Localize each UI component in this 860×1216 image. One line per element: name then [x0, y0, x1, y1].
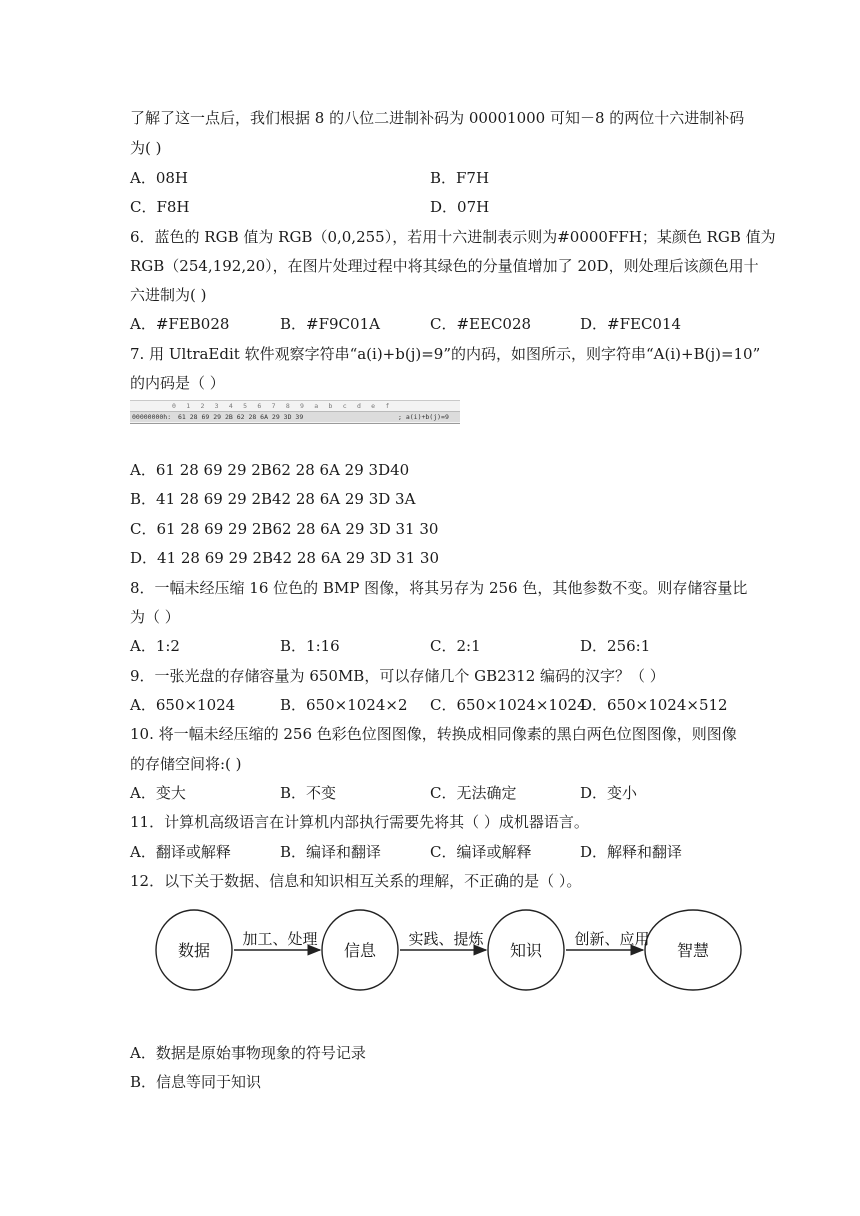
q12-option-a[interactable]: A．数据是原始事物现象的符号记录 — [130, 1044, 366, 1062]
q6-option-b[interactable]: B．#F9C01A — [280, 315, 380, 333]
q6-options — [130, 314, 770, 334]
q7-option-b[interactable]: B．41 28 69 29 2B42 28 6A 29 3D 3A — [130, 490, 416, 508]
edge-label-process: 加工、处理 — [242, 930, 318, 948]
q10-stem-line2: 的存储空间将:( ) — [130, 755, 242, 773]
hex-address: 00000000h: — [132, 413, 172, 421]
q5-options-row1 — [130, 168, 770, 188]
node-information-label: 信息 — [343, 941, 377, 960]
q5-option-b[interactable]: B．F7H — [430, 169, 490, 187]
q11-option-d[interactable]: D．解释和翻译 — [580, 843, 683, 861]
q7-option-a[interactable]: A．61 28 69 29 2B62 28 6A 29 3D40 — [130, 461, 410, 479]
edge-label-apply: 创新、应用 — [574, 930, 650, 948]
q11-option-b[interactable]: B．编译和翻译 — [280, 843, 382, 861]
q5-option-c[interactable]: C．F8H — [130, 198, 190, 216]
q9-option-d[interactable]: D．650×1024×512 — [580, 696, 728, 714]
q9-stem: 9．一张光盘的存储容量为 650MB，可以存储几个 GB2312 编码的汉字？（ ） — [130, 667, 665, 685]
q9-option-a[interactable]: A．650×1024 — [130, 696, 236, 714]
q11-stem: 11．计算机高级语言在计算机内部执行需要先将其（ ）成机器语言。 — [130, 813, 589, 831]
dikw-flow-diagram — [150, 904, 750, 996]
q5-options-row2 — [130, 197, 770, 217]
q8-option-d[interactable]: D．256:1 — [580, 637, 651, 655]
q10-options — [130, 783, 770, 803]
q5-option-d[interactable]: D．07H — [430, 198, 490, 216]
q10-stem-line1: 10. 将一幅未经压缩的 256 色彩色位图图像，转换成相同像素的黑白两色位图图像，则图像 — [130, 725, 737, 743]
q12-stem: 12．以下关于数据、信息和知识相互关系的理解，不正确的是（ ）。 — [130, 872, 582, 890]
q11-options — [130, 842, 770, 862]
hex-ascii: ; a(i)+b(j)=9 — [398, 413, 449, 421]
q8-stem-line1: 8．一幅未经压缩 16 位色的 BMP 图像，将其另存为 256 色，其他参数不变。则存储容量比 — [130, 579, 748, 597]
q8-options — [130, 636, 770, 656]
q8-option-c[interactable]: C．2:1 — [430, 637, 481, 655]
q9-option-b[interactable]: B．650×1024×2 — [280, 696, 408, 714]
ultraedit-hex-figure — [130, 400, 460, 424]
node-wisdom-label: 智慧 — [676, 941, 710, 960]
q10-option-d[interactable]: D．变小 — [580, 784, 638, 802]
q5-stem-line2: 为( ) — [130, 139, 162, 157]
q7-stem-line1: 7. 用 UltraEdit 软件观察字符串“a(i)+b(j)=9”的内码，如图所示，则字符串“A(i)+B(j)=10” — [130, 345, 761, 363]
q8-stem-line2: 为（ ） — [130, 608, 180, 626]
q6-option-c[interactable]: C．#EEC028 — [430, 315, 532, 333]
q6-stem-line2: RGB（254,192,20），在图片处理过程中将其绿色的分量值增加了 20D，则处理后该颜色用十 — [130, 257, 759, 275]
q8-option-a[interactable]: A．1:2 — [130, 637, 180, 655]
q10-option-a[interactable]: A．变大 — [130, 784, 186, 802]
q10-option-b[interactable]: B．不变 — [280, 784, 337, 802]
q12-option-b[interactable]: B．信息等同于知识 — [130, 1073, 262, 1091]
q10-option-c[interactable]: C．无法确定 — [430, 784, 517, 802]
node-data-label: 数据 — [177, 941, 211, 960]
q11-option-a[interactable]: A．翻译或解释 — [130, 843, 231, 861]
q11-option-c[interactable]: C．编译或解释 — [430, 843, 532, 861]
hex-data-row — [130, 411, 460, 422]
q7-option-d[interactable]: D．41 28 69 29 2B42 28 6A 29 3D 31 30 — [130, 549, 440, 567]
hex-bytes: 61 28 69 29 2B 62 28 6A 29 3D 39 — [178, 413, 304, 421]
q6-option-d[interactable]: D．#FEC014 — [580, 315, 682, 333]
q5-option-a[interactable]: A．08H — [130, 169, 189, 187]
hex-column-header: 0 1 2 3 4 5 6 7 8 9 a b c d e f — [172, 402, 393, 410]
q6-stem-line1: 6．蓝色的 RGB 值为 RGB（0,0,255），若用十六进制表示则为#0000FFH；某颜色 RGB 值为 — [130, 228, 776, 246]
q7-option-c[interactable]: C．61 28 69 29 2B62 28 6A 29 3D 31 30 — [130, 520, 439, 538]
q9-option-c[interactable]: C．650×1024×1024 — [430, 696, 587, 714]
q6-stem-line3: 六进制为( ) — [130, 286, 207, 304]
q9-options — [130, 695, 770, 715]
q8-option-b[interactable]: B．1:16 — [280, 637, 340, 655]
q7-stem-line2: 的内码是（ ） — [130, 374, 225, 392]
q5-stem-line1: 了解了这一点后，我们根据 8 的八位二进制补码为 00001000 可知－8 的两位十六进制补码 — [130, 109, 745, 127]
edge-label-refine: 实践、提炼 — [408, 930, 484, 948]
q6-option-a[interactable]: A．#FEB028 — [130, 315, 230, 333]
node-knowledge-label: 知识 — [509, 941, 543, 960]
